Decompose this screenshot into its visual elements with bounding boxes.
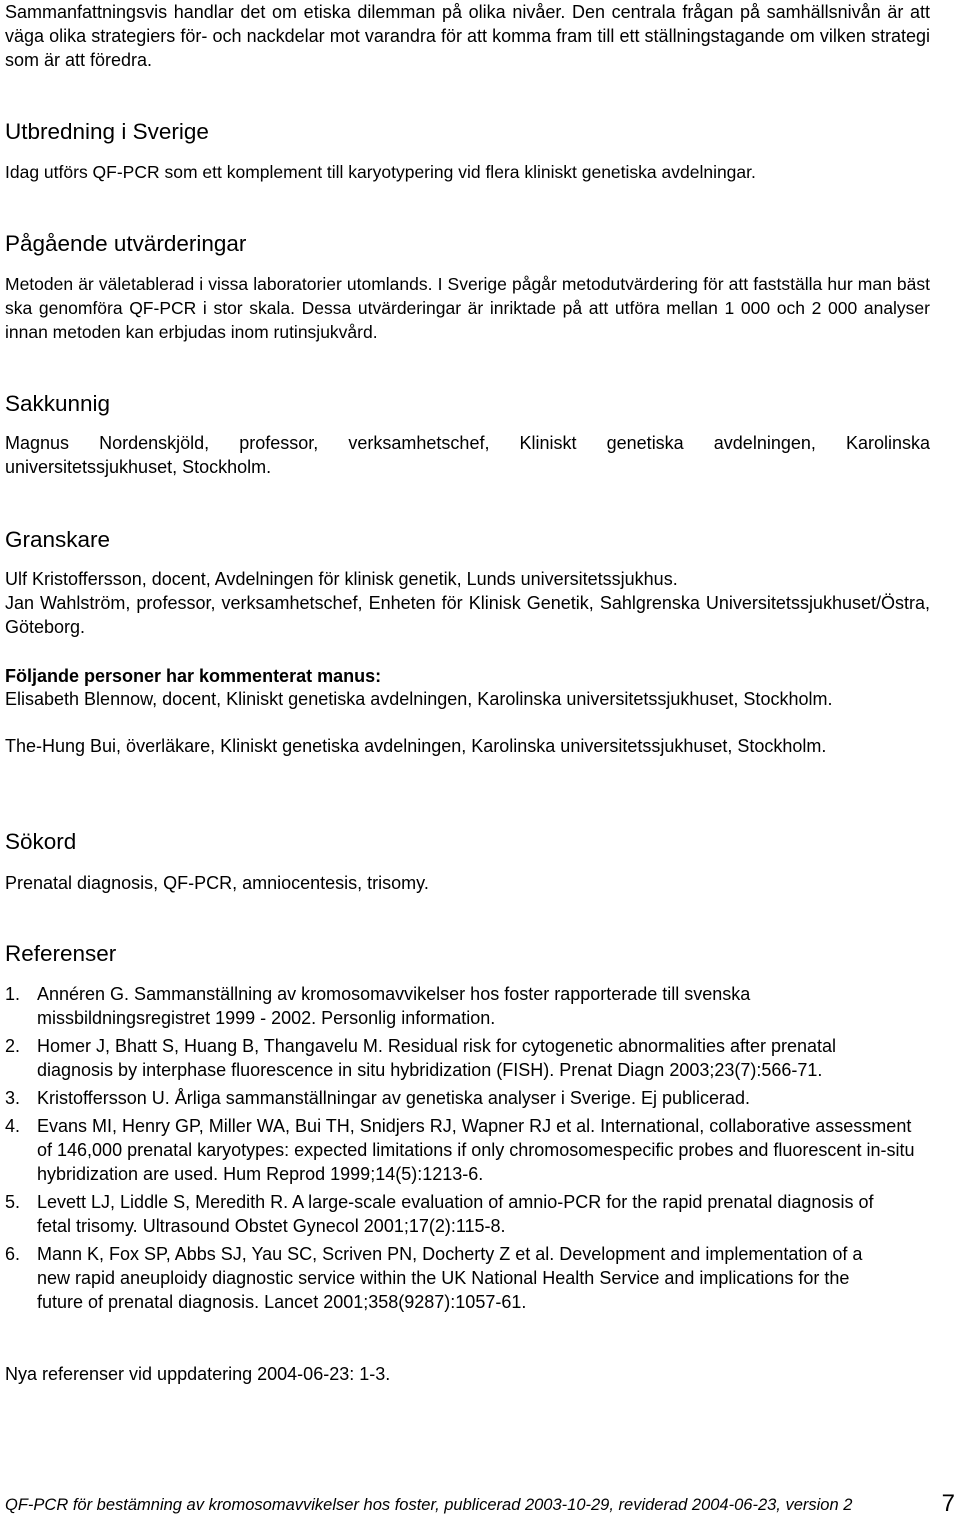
sakkunnig-paragraph: Magnus Nordenskjöld, professor, verksamhetschef, Kliniskt genetiska avdelningen, Karolinska universitetssjukhuset, Stockholm. <box>5 433 930 477</box>
sokord-paragraph: Prenatal diagnosis, QF-PCR, amniocentesis, trisomy. <box>5 873 429 893</box>
granskare-line-1: Ulf Kristoffersson, docent, Avdelningen för klinisk genetik, Lunds universitetssjukhus. <box>5 569 678 589</box>
reference-text: Mann K, Fox SP, Abbs SJ, Yau SC, Scriven PN, Docherty Z et al. Development and implementation of a new rapid aneuploidy diagnostic service within the UK National Health Service and implications for the future of prenatal diagnosis. Lancet 2001;358(9287):1057-61. <box>37 1244 863 1312</box>
reference-item <box>5 982 897 1030</box>
kommentarer-line-1: Elisabeth Blennow, docent, Kliniskt genetiska avdelningen, Karolinska universitetssjukhuset, Stockholm. <box>5 689 833 709</box>
reference-number: 4. <box>5 1116 21 1136</box>
intro-paragraph: Sammanfattningsvis handlar det om etiska dilemman på olika nivåer. Den centrala frågan på samhällsnivån är att väga olika strategiers för- och nackdelar mot varandra för att komma fram till ett ställningstagande om vilken strategi som är att föredra. <box>5 2 930 70</box>
reference-text: Kristoffersson U. Årliga sammanställningar av genetiska analyser i Sverige. Ej publicerad. <box>37 1088 751 1108</box>
reference-text: Evans MI, Henry GP, Miller WA, Bui TH, Snidjers RJ, Wapner RJ et al. International, collaborative assessment of 146,000 prenatal karyotypes: expected limitations if only chromosomespecific probes and fluorescent in-situ hybridization are used. Hum Reprod 1999;14(5):1213-6. <box>37 1116 915 1184</box>
page-number: 7 <box>941 1490 955 1517</box>
heading-sakkunnig: Sakkunnig <box>5 391 111 416</box>
granskare-line-2: Jan Wahlström, professor, verksamhetschef, Enheten för Klinisk Genetik, Sahlgrenska Universitetssjukhuset/Östra, Göteborg. <box>5 593 930 637</box>
reference-text: Levett LJ, Liddle S, Meredith R. A large-scale evaluation of amnio-PCR for the rapid prenatal diagnosis of fetal trisomy. Ultrasound Obstet Gynecol 2001;17(2):115-8. <box>37 1192 874 1236</box>
kommentarer-line-2: The-Hung Bui, överläkare, Kliniskt genetiska avdelningen, Karolinska universitetssjukhuset, Stockholm. <box>5 736 827 756</box>
reference-number: 6. <box>5 1244 21 1264</box>
pagaende-paragraph: Metoden är väletablerad i vissa laboratorier utomlands. I Sverige pågår metodutvärdering för att fastställa hur man bäst ska genomföra QF-PCR i stor skala. Dessa utvärderingar är inriktade på att utföra mellan 1 000 och 2 000 analyser innan metoden kan erbjudas inom rutinsjukvård. <box>5 274 930 342</box>
footer-text: QF-PCR för bestämning av kromosomavvikelser hos foster, publicerad 2003-10-29, reviderad 2004-06-23, version 2 <box>5 1496 853 1514</box>
reference-item <box>5 1114 917 1186</box>
reference-number: 2. <box>5 1036 21 1056</box>
heading-granskare: Granskare <box>5 527 111 552</box>
reference-item <box>5 1242 897 1314</box>
reference-item <box>5 1190 897 1238</box>
kommentarer-heading: Följande personer har kommenterat manus: <box>5 666 382 686</box>
reference-item <box>5 1086 930 1110</box>
heading-sokord: Sökord <box>5 829 77 854</box>
reference-item <box>5 1034 887 1082</box>
reference-text: Annéren G. Sammanställning av kromosomavvikelser hos foster rapporterade till svenska missbildningsregistret 1999 - 2002. Personlig information. <box>37 984 751 1028</box>
utbredning-paragraph: Idag utförs QF-PCR som ett komplement till karyotypering vid flera kliniskt genetiska avdelningar. <box>5 162 756 182</box>
reference-number: 3. <box>5 1088 21 1108</box>
reference-number: 1. <box>5 984 21 1004</box>
heading-referenser: Referenser <box>5 941 117 966</box>
heading-utbredning: Utbredning i Sverige <box>5 119 209 144</box>
reference-list <box>5 982 930 1318</box>
reference-text: Homer J, Bhatt S, Huang B, Thangavelu M. Residual risk for cytogenetic abnormalities after prenatal diagnosis by interphase fluorescence in situ hybridization (FISH). Prenat Diagn 2003;23(7):566-71. <box>37 1036 837 1080</box>
references-update-note: Nya referenser vid uppdatering 2004-06-23: 1-3. <box>5 1364 391 1384</box>
reference-number: 5. <box>5 1192 21 1212</box>
heading-pagaende: Pågående utvärderingar <box>5 231 247 256</box>
